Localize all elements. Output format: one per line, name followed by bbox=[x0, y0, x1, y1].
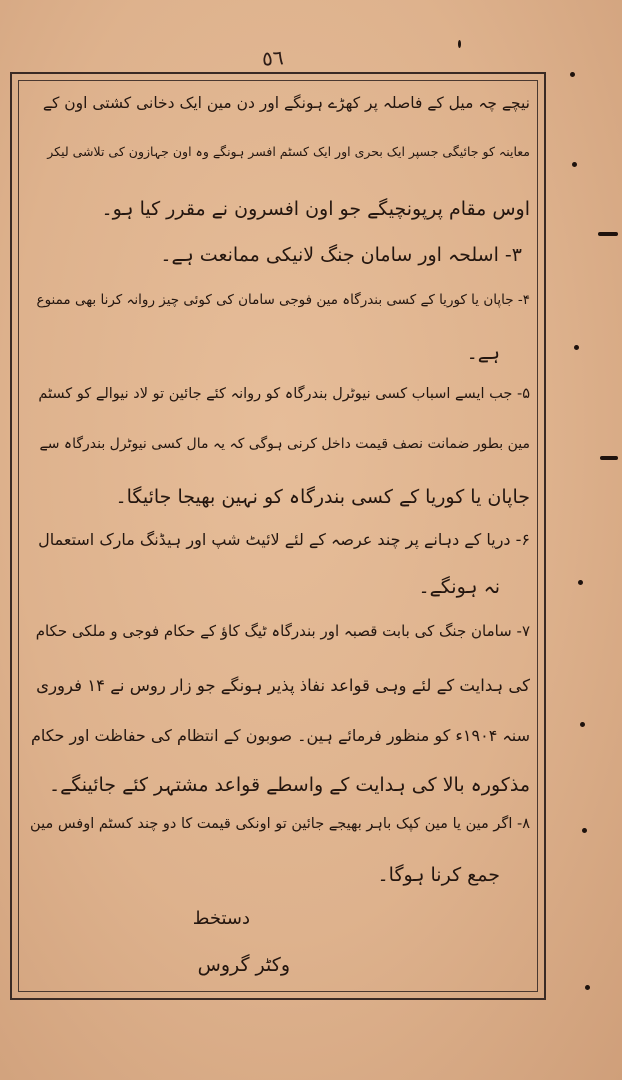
ink-speck bbox=[582, 828, 587, 833]
edge-mark bbox=[598, 232, 618, 236]
text-line: ۵- جب ایسے اسباب کسی نیوٹرل بندرگاہ کو روانہ کئے جائین تو لاد نیوالے کو کسٹم bbox=[38, 386, 530, 402]
text-line: سنہ ۱۹۰۴ء کو منظور فرمائے ہین۔ صوبون کے انتظام کی حفاظت اور حکام bbox=[30, 726, 530, 745]
text-line: مین بطور ضمانت نصف قیمت داخل کرنی ہوگی کہ یہ مال کسی نیوٹرل بندرگاہ سے bbox=[39, 436, 530, 452]
edge-mark bbox=[600, 456, 618, 460]
ink-speck bbox=[570, 72, 575, 77]
text-line: ۷- سامان جنگ کی بابت قصبہ اور بندرگاہ ٹیگ کاؤ کے حکام فوجی و ملکی حکام bbox=[35, 622, 530, 640]
text-line: جمع کرنا ہوگا۔ bbox=[377, 864, 500, 886]
text-line: ۸- اگر مین یا مین کپک باہر بھیجے جائین تو اونکی قیمت کا دو چند کسٹم اوفس مین bbox=[30, 816, 530, 832]
text-line: اوس مقام پرپونچیگے جو اون افسرون نے مقرر کیا ہو۔ bbox=[101, 198, 530, 220]
text-line: معاینہ کو جائیگی جسپر ایک بحری اور ایک کسٹم افسر ہونگے وہ اون جہازون کی تلاشی لیکر bbox=[47, 144, 530, 159]
signature-name: وکٹر گروس bbox=[197, 954, 290, 976]
text-line: نیچے چہ میل کے فاصلہ پر کھڑے ہونگے اور دن مین ایک دخانی کشتی اون کے bbox=[42, 94, 530, 112]
ink-speck bbox=[585, 985, 590, 990]
text-line: مذکورہ بالا کی ہدایت کے واسطے قواعد مشتہر کئے جائینگے۔ bbox=[49, 774, 530, 796]
signature-label: دستخط bbox=[192, 908, 250, 929]
text-line: نہ ہونگے۔ bbox=[418, 576, 500, 598]
ink-speck bbox=[578, 580, 583, 585]
page-number: ٥٦ bbox=[261, 45, 285, 71]
ink-speck bbox=[580, 722, 585, 727]
text-line: ۴- جاپان یا کوریا کے کسی بندرگاہ مین فوجی سامان کی کوئی چیز روانہ کرنا بھی ممنوع bbox=[36, 292, 530, 308]
text-line: جاپان یا کوریا کے کسی بندرگاہ کو نہین بھیجا جائیگا۔ bbox=[115, 486, 530, 508]
text-line: کی ہدایت کے لئے وہی قواعد نفاذ پذیر ہونگے جو زار روس نے ۱۴ فروری bbox=[36, 676, 530, 695]
text-line: ۳- اسلحہ اور سامان جنگ لانیکی ممانعت ہے۔ bbox=[160, 244, 522, 266]
ink-speck bbox=[572, 162, 577, 167]
text-line: ہے۔ bbox=[466, 342, 500, 364]
ink-speck bbox=[574, 345, 579, 350]
ink-speck bbox=[458, 40, 461, 48]
text-line: ۶- دریا کے دہانے پر چند عرصہ کے لئے لائیٹ شپ اور ہیڈنگ مارک استعمال bbox=[38, 530, 530, 549]
